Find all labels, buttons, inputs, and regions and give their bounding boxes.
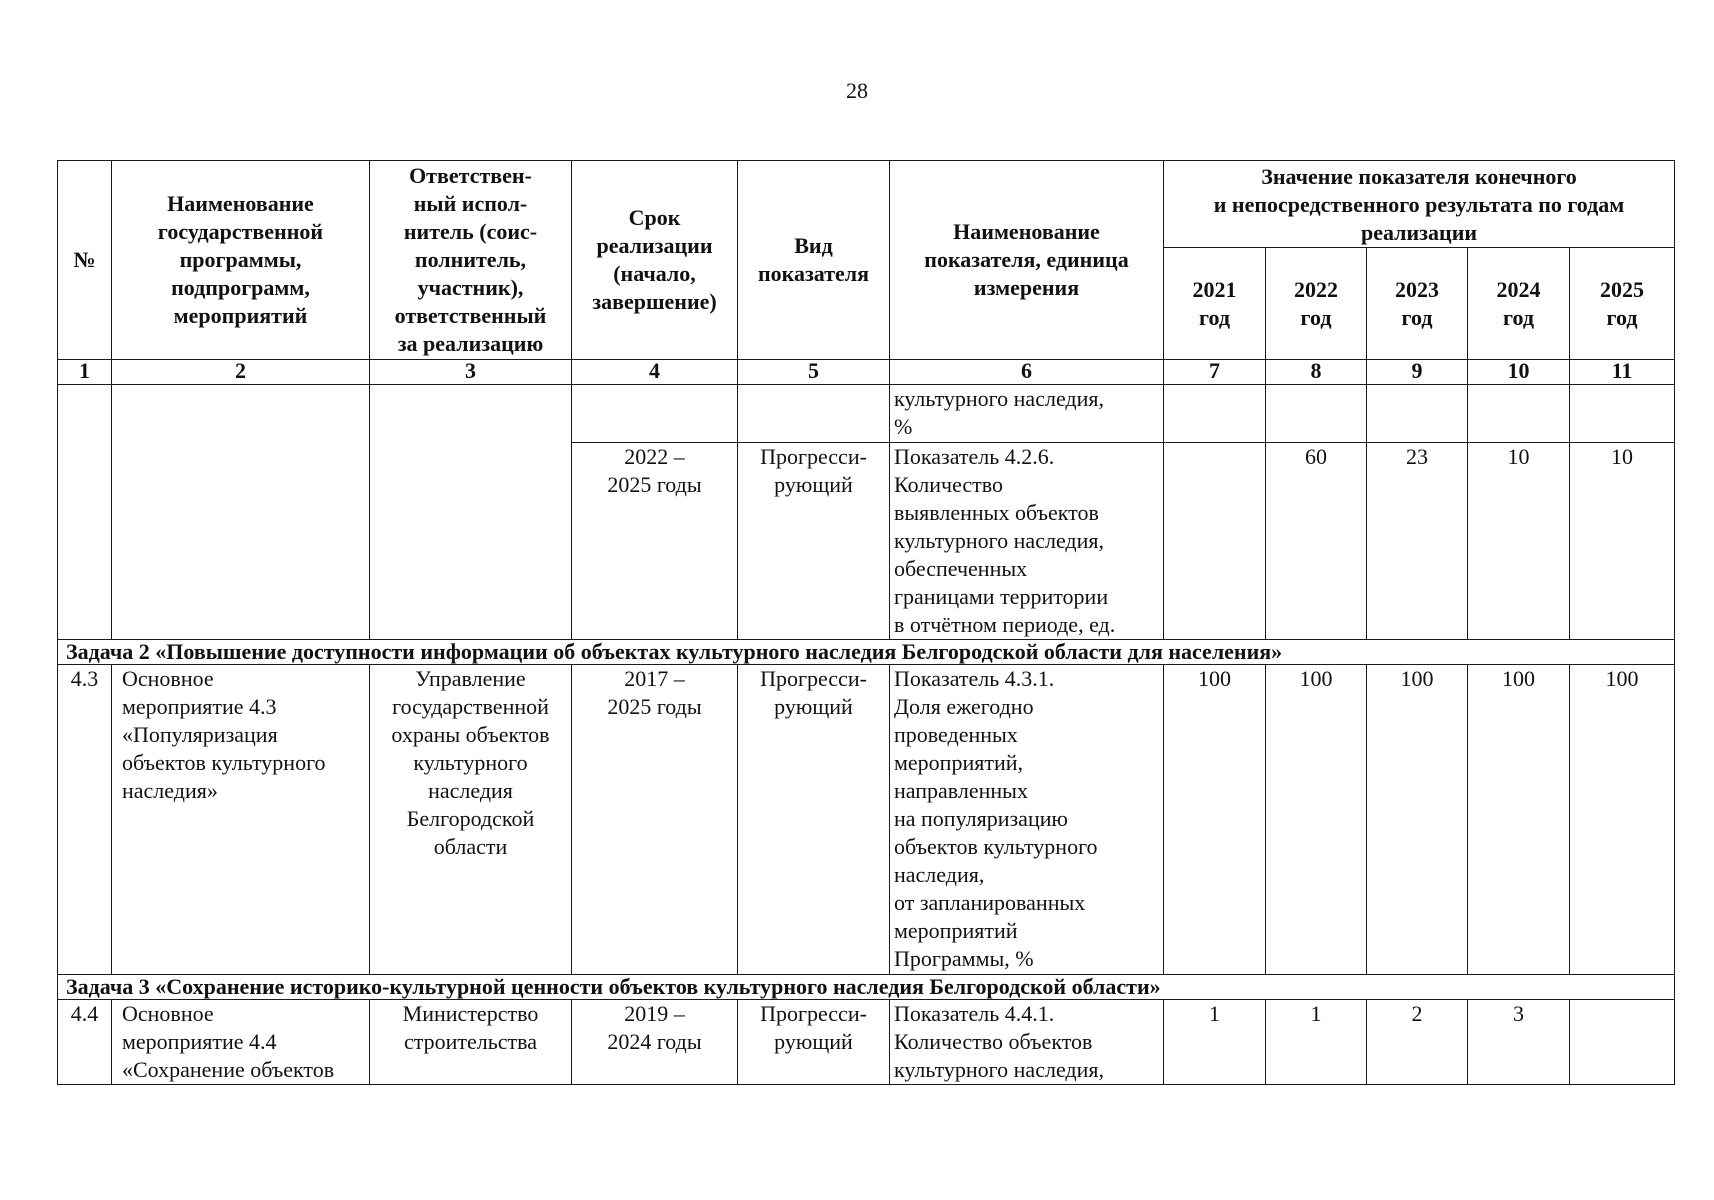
- header-values-by-year: Значение показателя конечного и непосредственного результата по годам реализации: [1164, 161, 1675, 248]
- cell-indicator-name: Показатель 4.2.6. Количество выявленных объектов культурного наследия, обеспеченных границами территории в отчётном периоде, ед.: [890, 443, 1164, 640]
- cell-value-empty: [1367, 385, 1468, 443]
- cell-value-2024: 100: [1468, 665, 1570, 975]
- col-number: 6: [890, 360, 1164, 385]
- cell-value-empty: [1266, 385, 1367, 443]
- task-row: [58, 975, 1675, 1000]
- task-3-title: Задача 3 «Сохранение историко-культурной ценности объектов культурного наследия Белгородской области»: [58, 975, 1675, 1000]
- col-number: 5: [738, 360, 890, 385]
- cell-type-empty: [738, 385, 890, 443]
- header-year-2022: 2022 год: [1266, 248, 1367, 360]
- header-term: Срок реализации (начало, завершение): [572, 161, 738, 360]
- cell-term-empty: [572, 385, 738, 443]
- cell-value-2023: 23: [1367, 443, 1468, 640]
- cell-no-empty: [58, 385, 112, 640]
- table-row: [58, 1000, 1675, 1085]
- col-number: 2: [112, 360, 370, 385]
- cell-no: 4.4: [58, 1000, 112, 1085]
- cell-indicator-name: Показатель 4.3.1. Доля ежегодно проведенных мероприятий, направленных на популяризацию объектов культурного наследия, от запланированных мероприятий Программы, %: [890, 665, 1164, 975]
- cell-term: 2019 – 2024 годы: [572, 1000, 738, 1085]
- col-number: 7: [1164, 360, 1266, 385]
- column-numbers-row: [58, 360, 1675, 385]
- cell-indicator-name: Показатель 4.4.1. Количество объектов культурного наследия,: [890, 1000, 1164, 1085]
- col-number: 4: [572, 360, 738, 385]
- cell-indicator-type: Прогресси- рующий: [738, 665, 890, 975]
- col-number: 8: [1266, 360, 1367, 385]
- page-number: 28: [846, 78, 868, 103]
- cell-value-2023: 2: [1367, 1000, 1468, 1085]
- cell-term: 2017 – 2025 годы: [572, 665, 738, 975]
- header-indicator-type: Вид показателя: [738, 161, 890, 360]
- col-number: 9: [1367, 360, 1468, 385]
- cell-indicator-continuation: культурного наследия, %: [890, 385, 1164, 443]
- cell-value-empty: [1164, 385, 1266, 443]
- table-row: [58, 665, 1675, 975]
- cell-no: 4.3: [58, 665, 112, 975]
- table-row: [58, 385, 1675, 443]
- cell-indicator-type: Прогресси- рующий: [738, 443, 890, 640]
- cell-value-2021: [1164, 443, 1266, 640]
- cell-value-2022: 100: [1266, 665, 1367, 975]
- cell-responsible: Министерство строительства: [370, 1000, 572, 1085]
- cell-value-empty: [1468, 385, 1570, 443]
- cell-value-empty: [1570, 385, 1675, 443]
- col-number: 3: [370, 360, 572, 385]
- cell-value-2024: 3: [1468, 1000, 1570, 1085]
- cell-name-empty: [112, 385, 370, 640]
- header-row: [58, 161, 1675, 248]
- header-year-2023: 2023 год: [1367, 248, 1468, 360]
- header-year-2021: 2021 год: [1164, 248, 1266, 360]
- cell-program-name: Основное мероприятие 4.3 «Популяризация объектов культурного наследия»: [112, 665, 370, 975]
- col-number: 1: [58, 360, 112, 385]
- indicators-table: [57, 160, 1675, 1085]
- cell-value-2021: 1: [1164, 1000, 1266, 1085]
- cell-indicator-type: Прогресси- рующий: [738, 1000, 890, 1085]
- cell-value-2025: [1570, 1000, 1675, 1085]
- cell-value-2022: 60: [1266, 443, 1367, 640]
- header-no: №: [58, 161, 112, 360]
- cell-value-2025: 10: [1570, 443, 1675, 640]
- cell-value-2025: 100: [1570, 665, 1675, 975]
- cell-term: 2022 – 2025 годы: [572, 443, 738, 640]
- header-year-2024: 2024 год: [1468, 248, 1570, 360]
- task-row: [58, 640, 1675, 665]
- header-program-name: Наименование государственной программы, подпрограмм, мероприятий: [112, 161, 370, 360]
- cell-value-2024: 10: [1468, 443, 1570, 640]
- col-number: 11: [1570, 360, 1675, 385]
- task-2-title: Задача 2 «Повышение доступности информации об объектах культурного наследия Белгородской области для населения»: [58, 640, 1675, 665]
- cell-value-2022: 1: [1266, 1000, 1367, 1085]
- cell-responsible-empty: [370, 385, 572, 640]
- cell-value-2021: 100: [1164, 665, 1266, 975]
- header-year-2025: 2025 год: [1570, 248, 1675, 360]
- cell-program-name: Основное мероприятие 4.4 «Сохранение объектов: [112, 1000, 370, 1085]
- col-number: 10: [1468, 360, 1570, 385]
- cell-responsible: Управление государственной охраны объектов культурного наследия Белгородской области: [370, 665, 572, 975]
- header-indicator-name: Наименование показателя, единица измерения: [890, 161, 1164, 360]
- header-responsible: Ответствен- ный испол- нитель (соис- полнитель, участник), ответственный за реализацию: [370, 161, 572, 360]
- cell-value-2023: 100: [1367, 665, 1468, 975]
